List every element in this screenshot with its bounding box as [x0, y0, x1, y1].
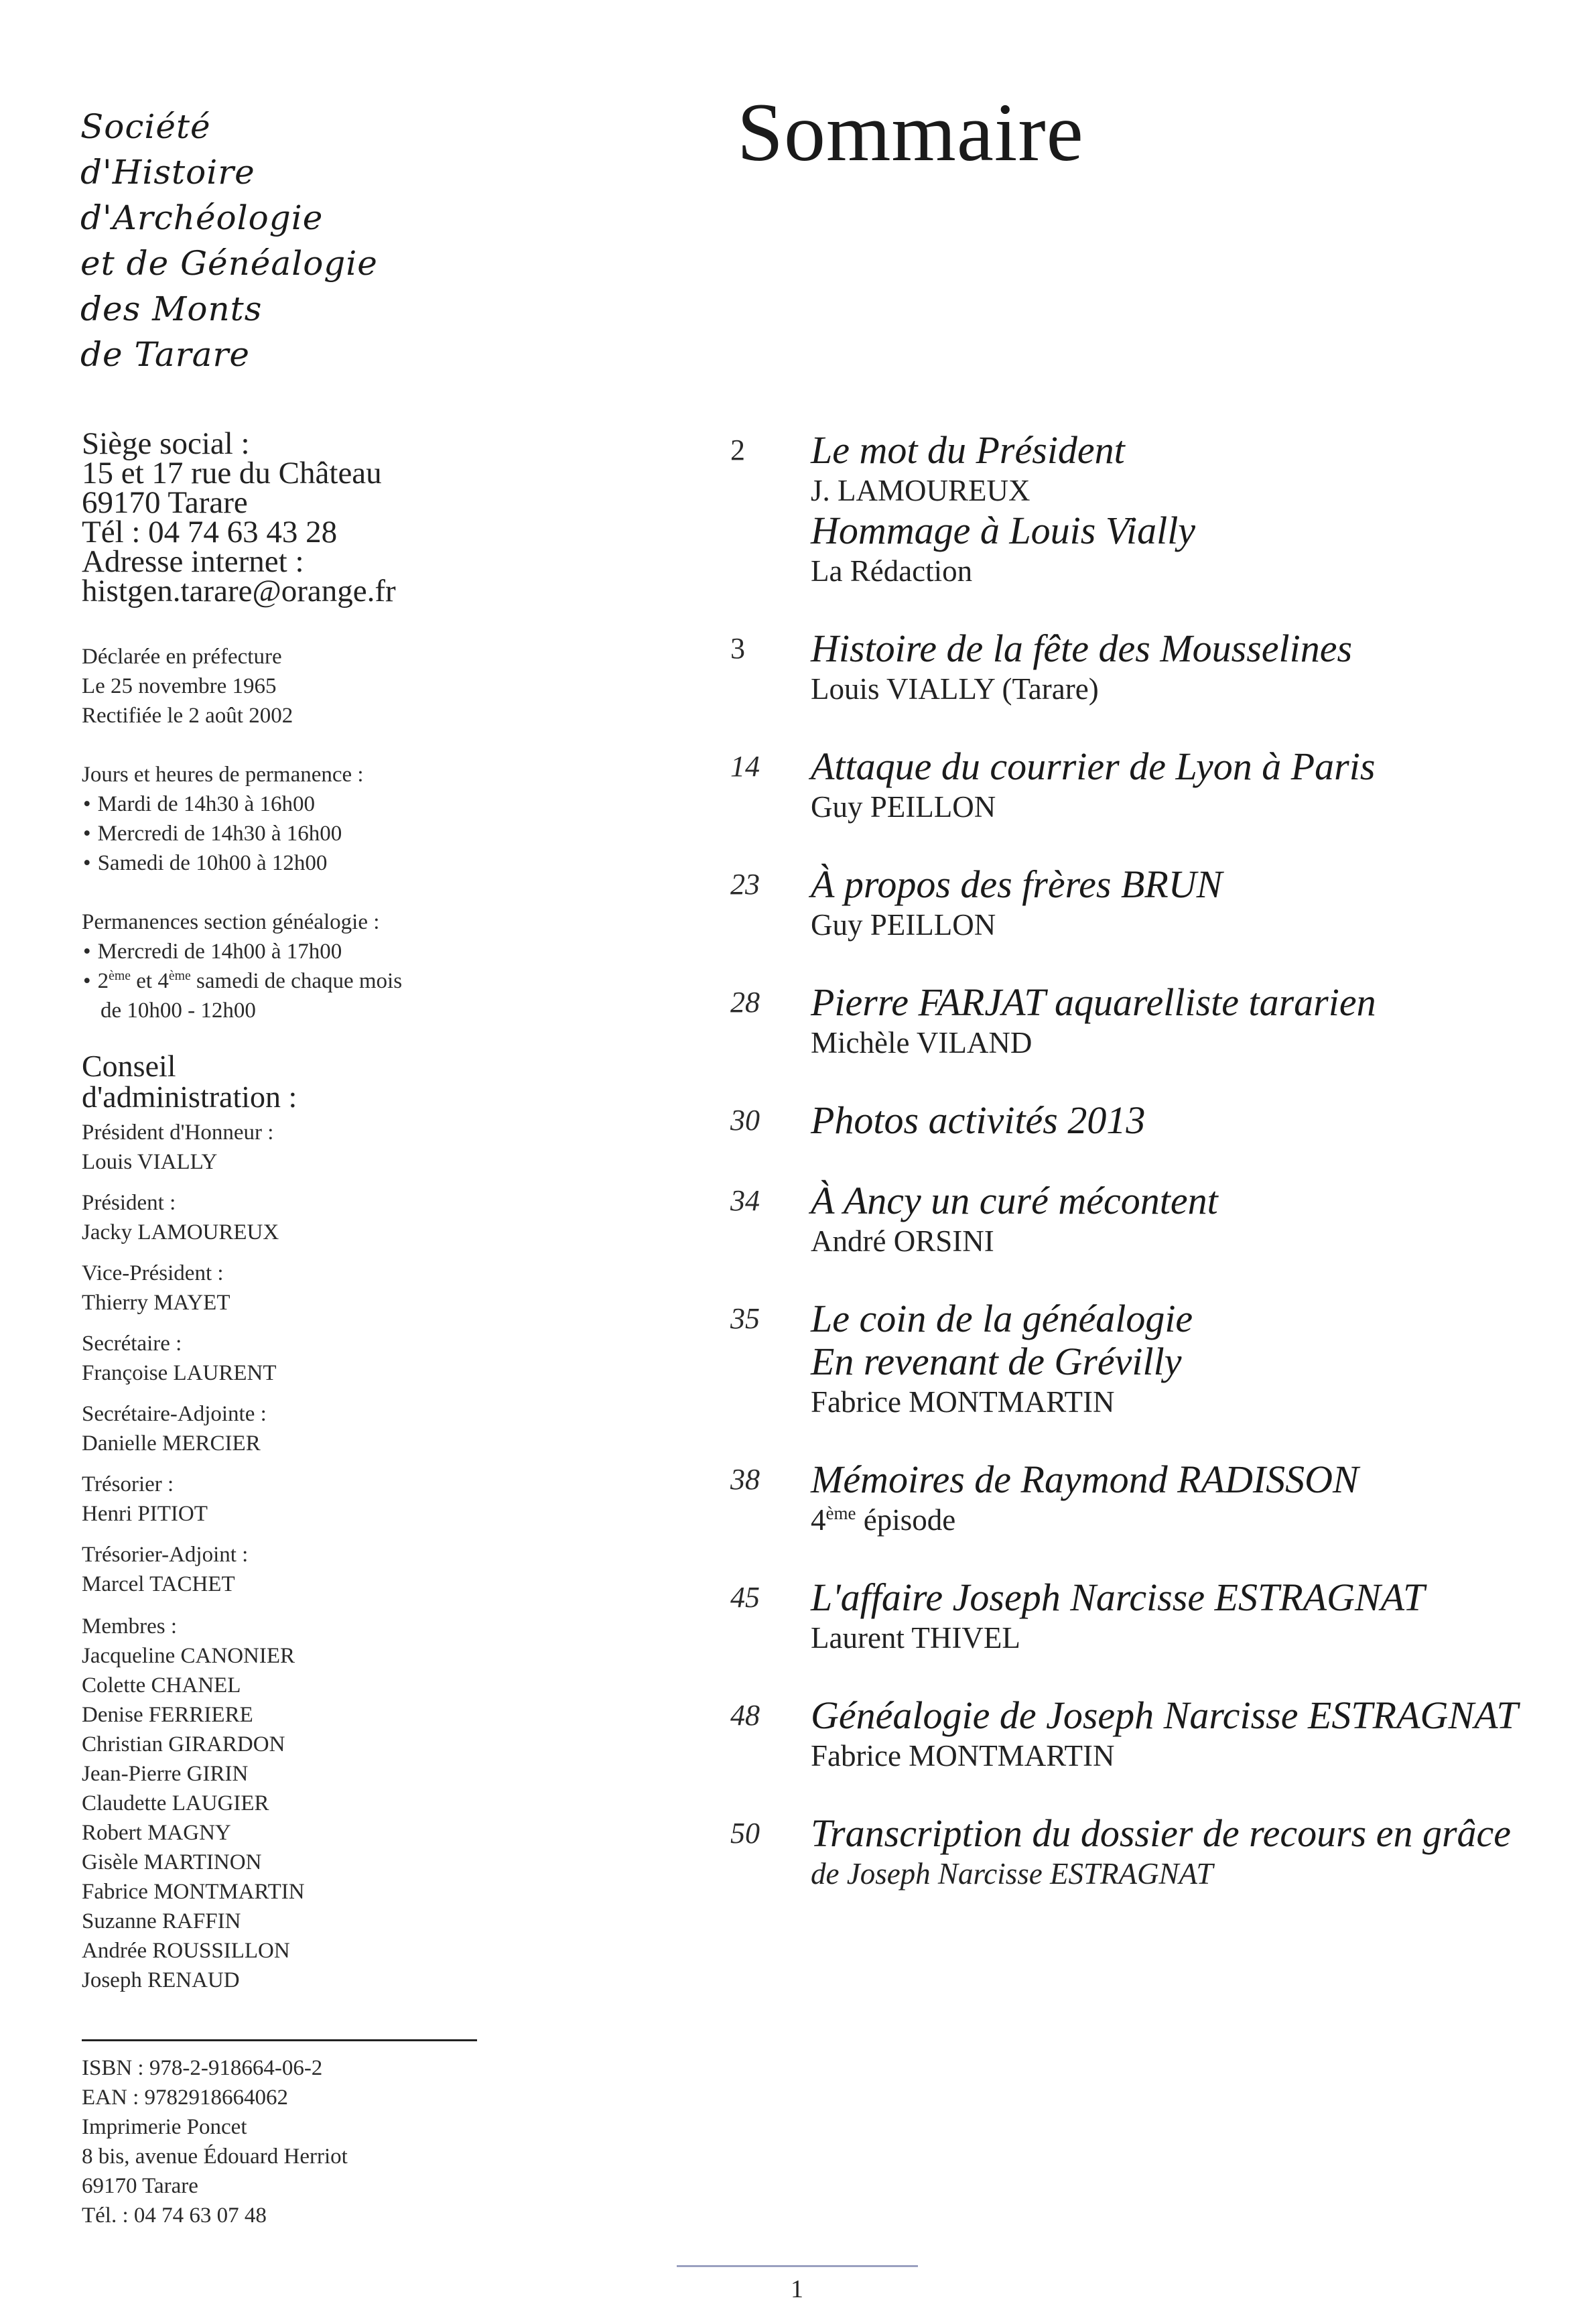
role-label: Trésorier-Adjoint :	[82, 1543, 249, 1567]
page-number: 1	[791, 2275, 803, 2303]
council-members	[82, 1612, 305, 1995]
printer-address: 8 bis, avenue Édouard Herriot	[82, 2144, 348, 2169]
toc-entry	[730, 1458, 1581, 1539]
toc-title: Photos activités 2013	[811, 1098, 1146, 1142]
role-name: Marcel TACHET	[82, 1572, 235, 1596]
society-line: Société	[80, 107, 211, 146]
toc-entry-body	[811, 1099, 1581, 1142]
toc-page-number: 28	[730, 986, 760, 1019]
toc-entry	[730, 1099, 1581, 1142]
printer-phone: Tél. : 04 74 63 07 48	[82, 2203, 267, 2228]
role-label: Président :	[82, 1191, 176, 1215]
role-name: Françoise LAURENT	[82, 1361, 277, 1385]
ordinal-suffix: ème	[109, 968, 131, 983]
declaration-line: Rectifiée le 2 août 2002	[82, 704, 293, 728]
council-role	[82, 1329, 279, 1388]
publication-info	[82, 2053, 348, 2230]
council-role	[82, 1399, 279, 1458]
member-name: Robert MAGNY	[82, 1821, 231, 1845]
role-name: Thierry MAYET	[82, 1291, 230, 1315]
toc-entry	[730, 1297, 1581, 1421]
toc-entry-body	[811, 981, 1581, 1062]
society-line: de Tarare	[80, 335, 250, 374]
head-office	[82, 426, 396, 608]
toc-page-number: 50	[730, 1817, 760, 1850]
head-office-label: Siège social :	[82, 426, 250, 461]
toc-entry	[730, 429, 1581, 590]
item-text: samedi de chaque mois	[190, 969, 403, 993]
printer-city: 69170 Tarare	[82, 2174, 198, 2198]
council-role	[82, 1540, 279, 1599]
toc-author: André ORSINI	[811, 1224, 994, 1258]
genealogy-permanence	[82, 907, 402, 1025]
member-name: Joseph RENAUD	[82, 1968, 240, 1992]
toc-title: Attaque du courrier de Lyon à Paris	[811, 745, 1376, 788]
member-name: Gisèle MARTINON	[82, 1850, 262, 1874]
toc-title: L'affaire Joseph Narcisse ESTRAGNAT	[811, 1576, 1425, 1619]
toc-title: Le mot du Président	[811, 428, 1125, 472]
council-roles	[82, 1118, 279, 1610]
ordinal-suffix: ème	[168, 968, 191, 983]
ordinal-number: 2	[97, 969, 109, 993]
toc-entry	[730, 1694, 1581, 1775]
toc-author: Michèle VILAND	[811, 1026, 1033, 1060]
toc-page-number: 48	[730, 1699, 760, 1732]
toc-entry-body	[811, 1694, 1581, 1775]
phone: Tél : 04 74 63 43 28	[82, 515, 338, 550]
toc-title: À Ancy un curé mécontent	[811, 1179, 1218, 1222]
toc-entry	[730, 1576, 1581, 1657]
toc-author: Louis VIALLY (Tarare)	[811, 672, 1099, 706]
toc-title: À propos des frères BRUN	[811, 862, 1223, 906]
page-title: Sommaire	[737, 86, 1084, 178]
toc-entry	[730, 745, 1581, 826]
genealogy-permanence-title: Permanences section généalogie :	[82, 910, 380, 934]
toc-title: Le coin de la généalogie	[811, 1297, 1193, 1340]
council-role	[82, 1188, 279, 1247]
permanence-item: • Mercredi de 14h30 à 16h00	[82, 819, 364, 848]
toc-page-number: 38	[730, 1463, 760, 1496]
toc-author: de Joseph Narcisse ESTRAGNAT	[811, 1857, 1213, 1890]
toc-entry-body	[811, 1179, 1581, 1260]
permanence-item: • Mardi de 14h30 à 16h00	[82, 789, 364, 819]
toc-author: J. LAMOUREUX	[811, 474, 1030, 507]
council-title	[82, 1051, 297, 1112]
footer-divider	[677, 2265, 918, 2267]
toc-entry-body	[811, 1576, 1581, 1657]
declaration-line: Le 25 novembre 1965	[82, 674, 277, 698]
society-name	[80, 104, 378, 377]
toc-author: Fabrice MONTMARTIN	[811, 1385, 1115, 1419]
member-name: Christian GIRARDON	[82, 1732, 285, 1756]
toc-entry	[730, 981, 1581, 1062]
permanence-item: • Samedi de 10h00 à 12h00	[82, 848, 364, 878]
toc-title: Transcription du dossier de recours en grâce	[811, 1811, 1512, 1855]
toc-page-number: 45	[730, 1581, 760, 1614]
role-label: Trésorier :	[82, 1472, 174, 1496]
genealogy-permanence-hours: de 10h00 - 12h00	[101, 999, 256, 1023]
role-label: Vice-Président :	[82, 1261, 224, 1285]
member-name: Suzanne RAFFIN	[82, 1909, 241, 1933]
toc-entry-body	[811, 429, 1581, 590]
society-line: des Monts	[80, 290, 263, 328]
toc-author: Guy PEILLON	[811, 790, 996, 824]
address-line: 69170 Tarare	[82, 485, 248, 520]
toc-title: En revenant de Grévilly	[811, 1340, 1182, 1383]
council-role	[82, 1470, 279, 1529]
role-name: Danielle MERCIER	[82, 1431, 261, 1456]
toc-author: La Rédaction	[811, 554, 973, 588]
council-role	[82, 1118, 279, 1177]
toc-page-number: 23	[730, 868, 760, 901]
toc-entry-body	[811, 863, 1581, 944]
toc-author: Laurent THIVEL	[811, 1621, 1020, 1655]
episode-number: 4	[811, 1503, 826, 1537]
table-of-contents	[730, 429, 1581, 1930]
toc-entry-body	[811, 1297, 1581, 1421]
society-line: d'Histoire	[80, 153, 255, 192]
declaration	[82, 642, 293, 730]
member-name: Jacqueline CANONIER	[82, 1644, 295, 1668]
toc-title: Mémoires de Raymond RADISSON	[811, 1458, 1359, 1501]
member-name: Colette CHANEL	[82, 1673, 241, 1697]
toc-entry	[730, 1179, 1581, 1260]
toc-entry-body	[811, 627, 1581, 708]
web-label: Adresse internet :	[82, 544, 304, 579]
council-title-line: Conseil	[82, 1049, 176, 1083]
isbn: ISBN : 978-2-918664-06-2	[82, 2056, 323, 2080]
toc-author: Fabrice MONTMARTIN	[811, 1739, 1115, 1773]
permanence-title: Jours et heures de permanence :	[82, 763, 364, 787]
society-line: d'Archéologie	[80, 198, 324, 237]
toc-entry	[730, 1812, 1581, 1893]
toc-page-number: 2	[730, 434, 745, 466]
divider	[82, 2039, 477, 2041]
role-name: Jacky LAMOUREUX	[82, 1220, 279, 1244]
role-label: Président d'Honneur :	[82, 1120, 274, 1145]
toc-page-number: 14	[730, 750, 760, 783]
role-name: Louis VIALLY	[82, 1150, 218, 1174]
member-name: Andrée ROUSSILLON	[82, 1939, 290, 1963]
council-role	[82, 1259, 279, 1318]
permanence-hours	[82, 760, 364, 878]
member-name: Fabrice MONTMARTIN	[82, 1880, 305, 1904]
toc-entry	[730, 863, 1581, 944]
toc-author: Guy PEILLON	[811, 908, 996, 942]
genealogy-permanence-item	[82, 966, 402, 996]
toc-page-number: 3	[730, 632, 745, 665]
member-name: Claudette LAUGIER	[82, 1791, 269, 1815]
toc-page-number: 30	[730, 1104, 760, 1137]
members-label: Membres :	[82, 1614, 178, 1639]
toc-entry-body	[811, 1458, 1581, 1539]
email: histgen.tarare@orange.fr	[82, 574, 396, 608]
role-label: Secrétaire :	[82, 1332, 182, 1356]
toc-title: Histoire de la fête des Mousselines	[811, 627, 1353, 670]
council-title-line: d'administration :	[82, 1080, 297, 1114]
role-label: Secrétaire-Adjointe :	[82, 1402, 267, 1426]
ordinal-number: et 4	[131, 969, 169, 993]
toc-page-number: 34	[730, 1184, 760, 1217]
toc-entry	[730, 627, 1581, 708]
toc-title: Généalogie de Joseph Narcisse ESTRAGNAT	[811, 1693, 1518, 1737]
member-name: Jean-Pierre GIRIN	[82, 1762, 249, 1786]
toc-title: Hommage à Louis Vially	[811, 509, 1196, 552]
toc-title: Pierre FARJAT aquarelliste tararien	[811, 980, 1376, 1024]
toc-entry-body	[811, 1812, 1581, 1893]
address-line: 15 et 17 rue du Château	[82, 456, 382, 491]
episode-word: épisode	[856, 1503, 956, 1537]
toc-episode	[811, 1501, 1581, 1539]
genealogy-permanence-item: • Mercredi de 14h00 à 17h00	[82, 937, 402, 966]
role-name: Henri PITIOT	[82, 1502, 208, 1526]
declaration-line: Déclarée en préfecture	[82, 645, 282, 669]
society-line: et de Généalogie	[80, 244, 378, 283]
toc-entry-body	[811, 745, 1581, 826]
member-name: Denise FERRIERE	[82, 1703, 253, 1727]
printer-name: Imprimerie Poncet	[82, 2115, 247, 2139]
toc-page-number: 35	[730, 1302, 760, 1335]
ean: EAN : 9782918664062	[82, 2086, 288, 2110]
episode-ordinal-suffix: ème	[825, 1503, 856, 1523]
